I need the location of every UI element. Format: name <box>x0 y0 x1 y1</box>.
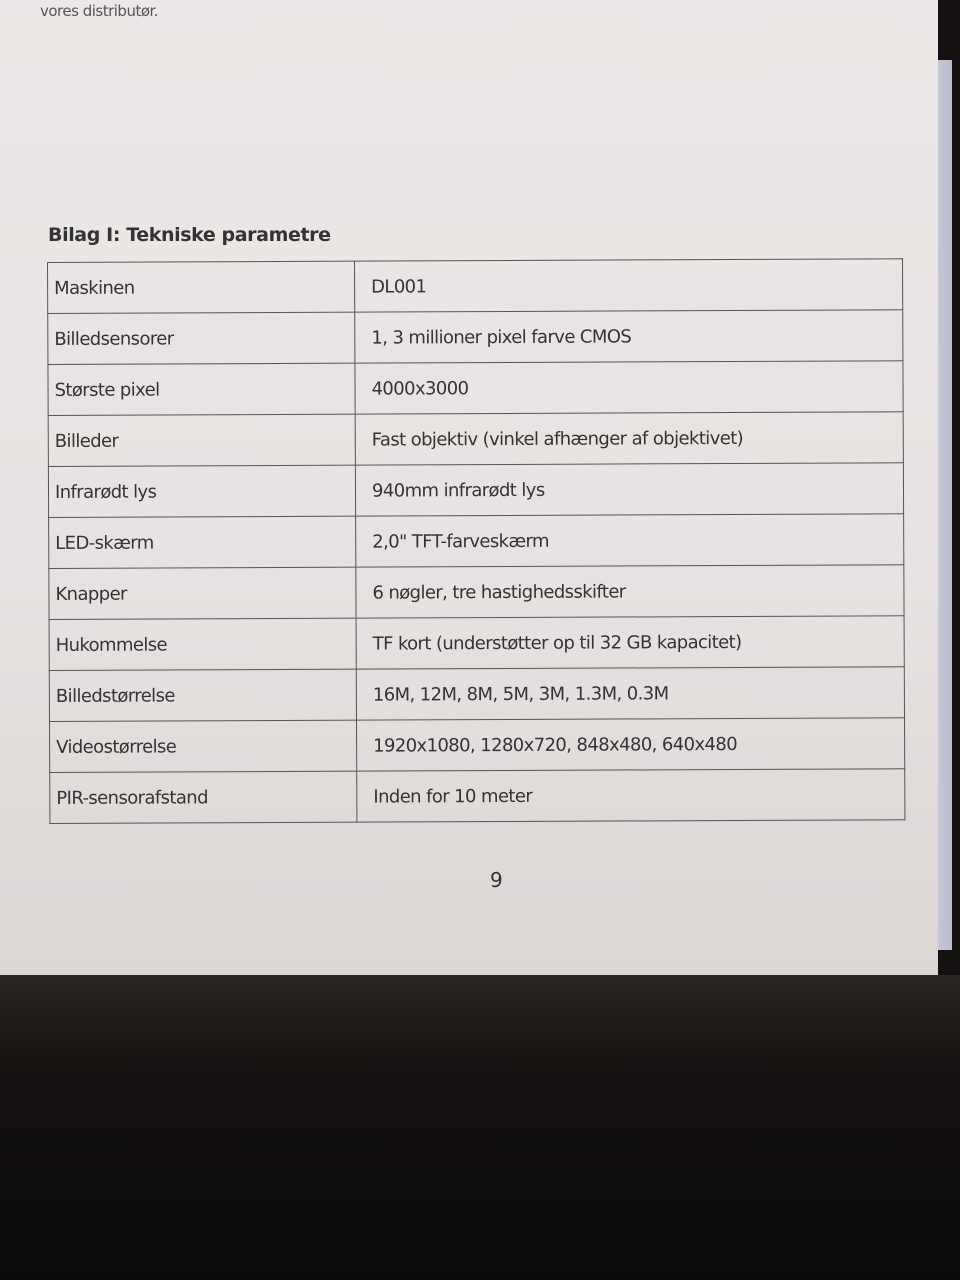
spec-value: Inden for 10 meter <box>357 769 905 822</box>
spec-value: 16M, 12M, 8M, 5M, 3M, 1.3M, 0.3M <box>356 667 904 720</box>
spec-value: DL001 <box>354 259 902 312</box>
spec-name: Billedsensorer <box>48 312 355 364</box>
spec-value: 1920x1080, 1280x720, 848x480, 640x480 <box>357 718 905 771</box>
table-row <box>50 718 905 773</box>
spec-value: Fast objektiv (vinkel afhænger af objektivet) <box>355 412 903 465</box>
spec-value: 6 nøgler, tre hastighedsskifter <box>356 565 904 618</box>
table-row <box>49 565 904 620</box>
table-row <box>49 616 904 671</box>
spec-value: 4000x3000 <box>355 361 903 414</box>
spec-name: Billedstørrelse <box>49 669 356 721</box>
table-row <box>48 259 903 314</box>
table-row <box>48 310 903 365</box>
spec-name: Største pixel <box>48 363 355 415</box>
spec-name: Infrarødt lys <box>48 465 355 517</box>
table-row <box>48 361 903 416</box>
spec-name: Billeder <box>48 414 355 466</box>
spec-value: 1, 3 millioner pixel farve CMOS <box>355 310 903 363</box>
table-row <box>49 514 904 569</box>
table-row <box>49 667 904 722</box>
table-row <box>50 769 905 824</box>
spec-name: PIR-sensorafstand <box>50 771 357 823</box>
spec-value: 2,0" TFT-farveskærm <box>356 514 904 567</box>
table-row <box>48 412 903 467</box>
spec-name: Maskinen <box>48 261 355 313</box>
spec-name: Videostørrelse <box>50 720 357 772</box>
section-heading: Bilag I: Tekniske parametre <box>48 224 331 246</box>
dark-background <box>0 975 960 1280</box>
previous-paragraph-end: vores distributør. <box>40 2 159 20</box>
spec-value: TF kort (understøtter op til 32 GB kapacitet) <box>356 616 904 669</box>
spec-name: LED-skærm <box>49 516 356 568</box>
table-row <box>48 463 903 518</box>
spec-value: 940mm infrarødt lys <box>355 463 903 516</box>
spec-name: Knapper <box>49 567 356 619</box>
page-number: 9 <box>490 868 503 892</box>
spec-table <box>47 258 905 824</box>
spec-name: Hukommelse <box>49 618 356 670</box>
